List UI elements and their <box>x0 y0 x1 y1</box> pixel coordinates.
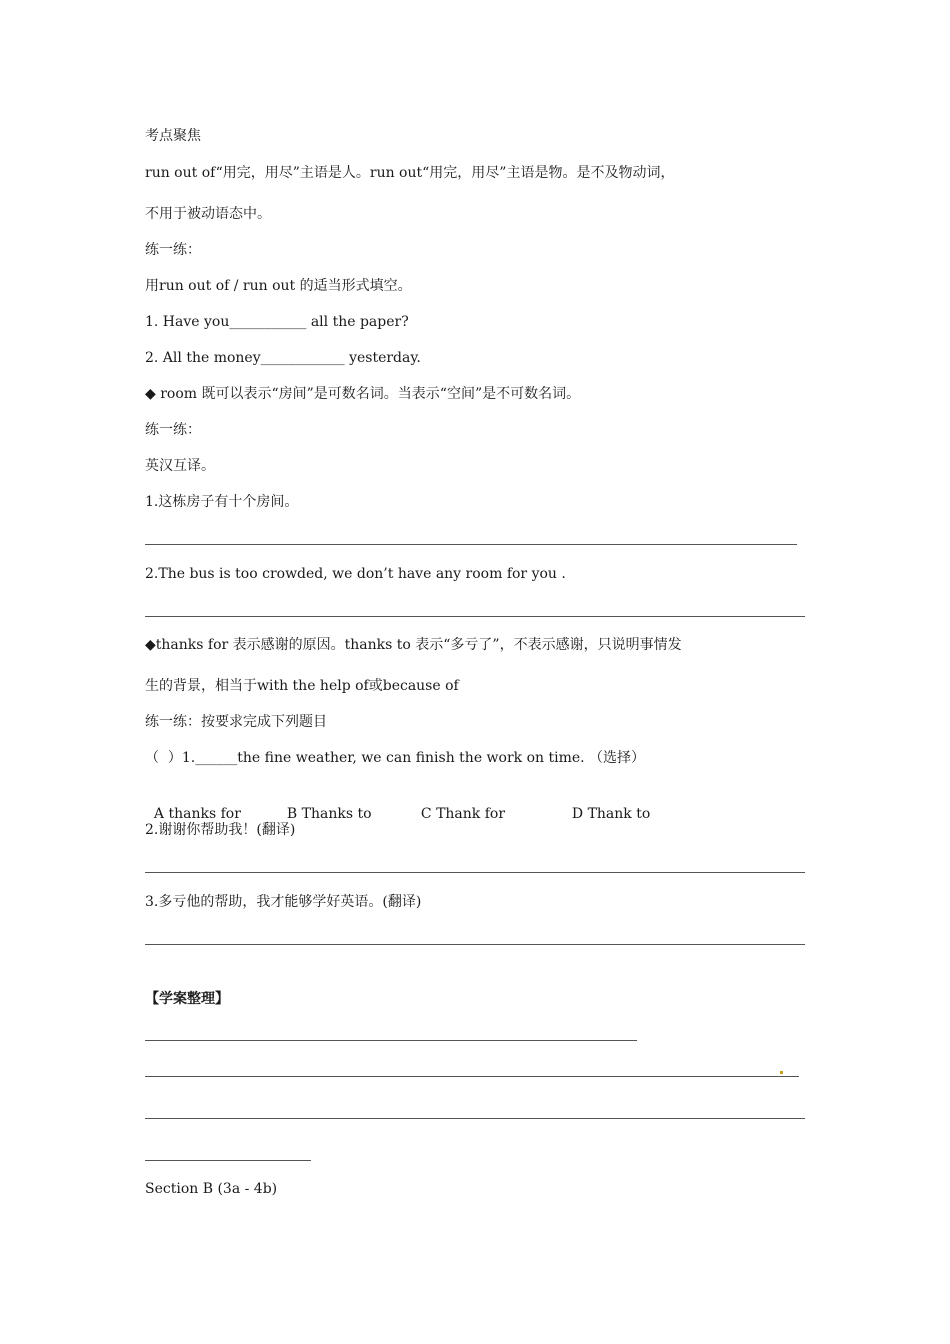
summary-line <box>145 1076 799 1077</box>
section-title: 考点聚焦 <box>145 128 201 144</box>
summary-line <box>145 1160 311 1161</box>
practice1-instruction: 用run out of / run out 的适当形式填空。 <box>145 278 412 294</box>
option-a: A thanks for <box>153 806 241 822</box>
summary-line <box>145 1118 805 1119</box>
practice3-heading: 练一练：按要求完成下列题目 <box>145 714 327 730</box>
summary-line <box>145 1040 637 1041</box>
practice2-heading: 练一练： <box>145 422 201 438</box>
answer-line <box>145 544 797 545</box>
practice1-q1: 1. Have you___________ all the paper? <box>145 314 409 330</box>
practice3-q2: 2.谢谢你帮助我！(翻译) <box>145 822 296 838</box>
option-c: C Thank for <box>420 806 506 822</box>
practice2-instruction: 英汉互译。 <box>145 458 215 474</box>
answer-line <box>145 872 805 873</box>
point3-line1: ◆thanks for 表示感谢的原因。thanks to 表示“多亏了”，不表示感谢，只说明事情发 <box>145 637 682 653</box>
point1-line2: 不用于被动语态中。 <box>145 206 271 222</box>
practice3-q3: 3.多亏他的帮助，我才能够学好英语。(翻译) <box>145 894 422 910</box>
practice3-q1: （ ）1.______the fine weather, we can finish the work on time. （选择） <box>145 750 646 766</box>
point3-line2: 生的背景，相当于with the help of或because of <box>145 678 459 694</box>
practice2-q1: 1.这栋房子有十个房间。 <box>145 494 299 510</box>
summary-heading: 【学案整理】 <box>145 991 229 1007</box>
next-section-title: Section B (3a - 4b) <box>145 1181 278 1197</box>
option-b: B Thanks to <box>286 806 372 822</box>
answer-line <box>145 616 805 617</box>
practice1-heading: 练一练： <box>145 242 201 258</box>
practice1-q2: 2. All the money____________ yesterday. <box>145 350 421 366</box>
practice3-options <box>145 784 650 824</box>
point1-line1: run out of“用完，用尽”主语是人。run out“用完，用尽”主语是物。是不及物动词， <box>145 165 675 181</box>
marker-dot <box>780 1071 783 1074</box>
point2: ◆ room 既可以表示“房间”是可数名词。当表示“空间”是不可数名词。 <box>145 386 581 402</box>
answer-line <box>145 944 805 945</box>
option-d: D Thank to <box>571 806 651 822</box>
practice2-q2: 2.The bus is too crowded, we don’t have any room for you . <box>145 566 566 582</box>
